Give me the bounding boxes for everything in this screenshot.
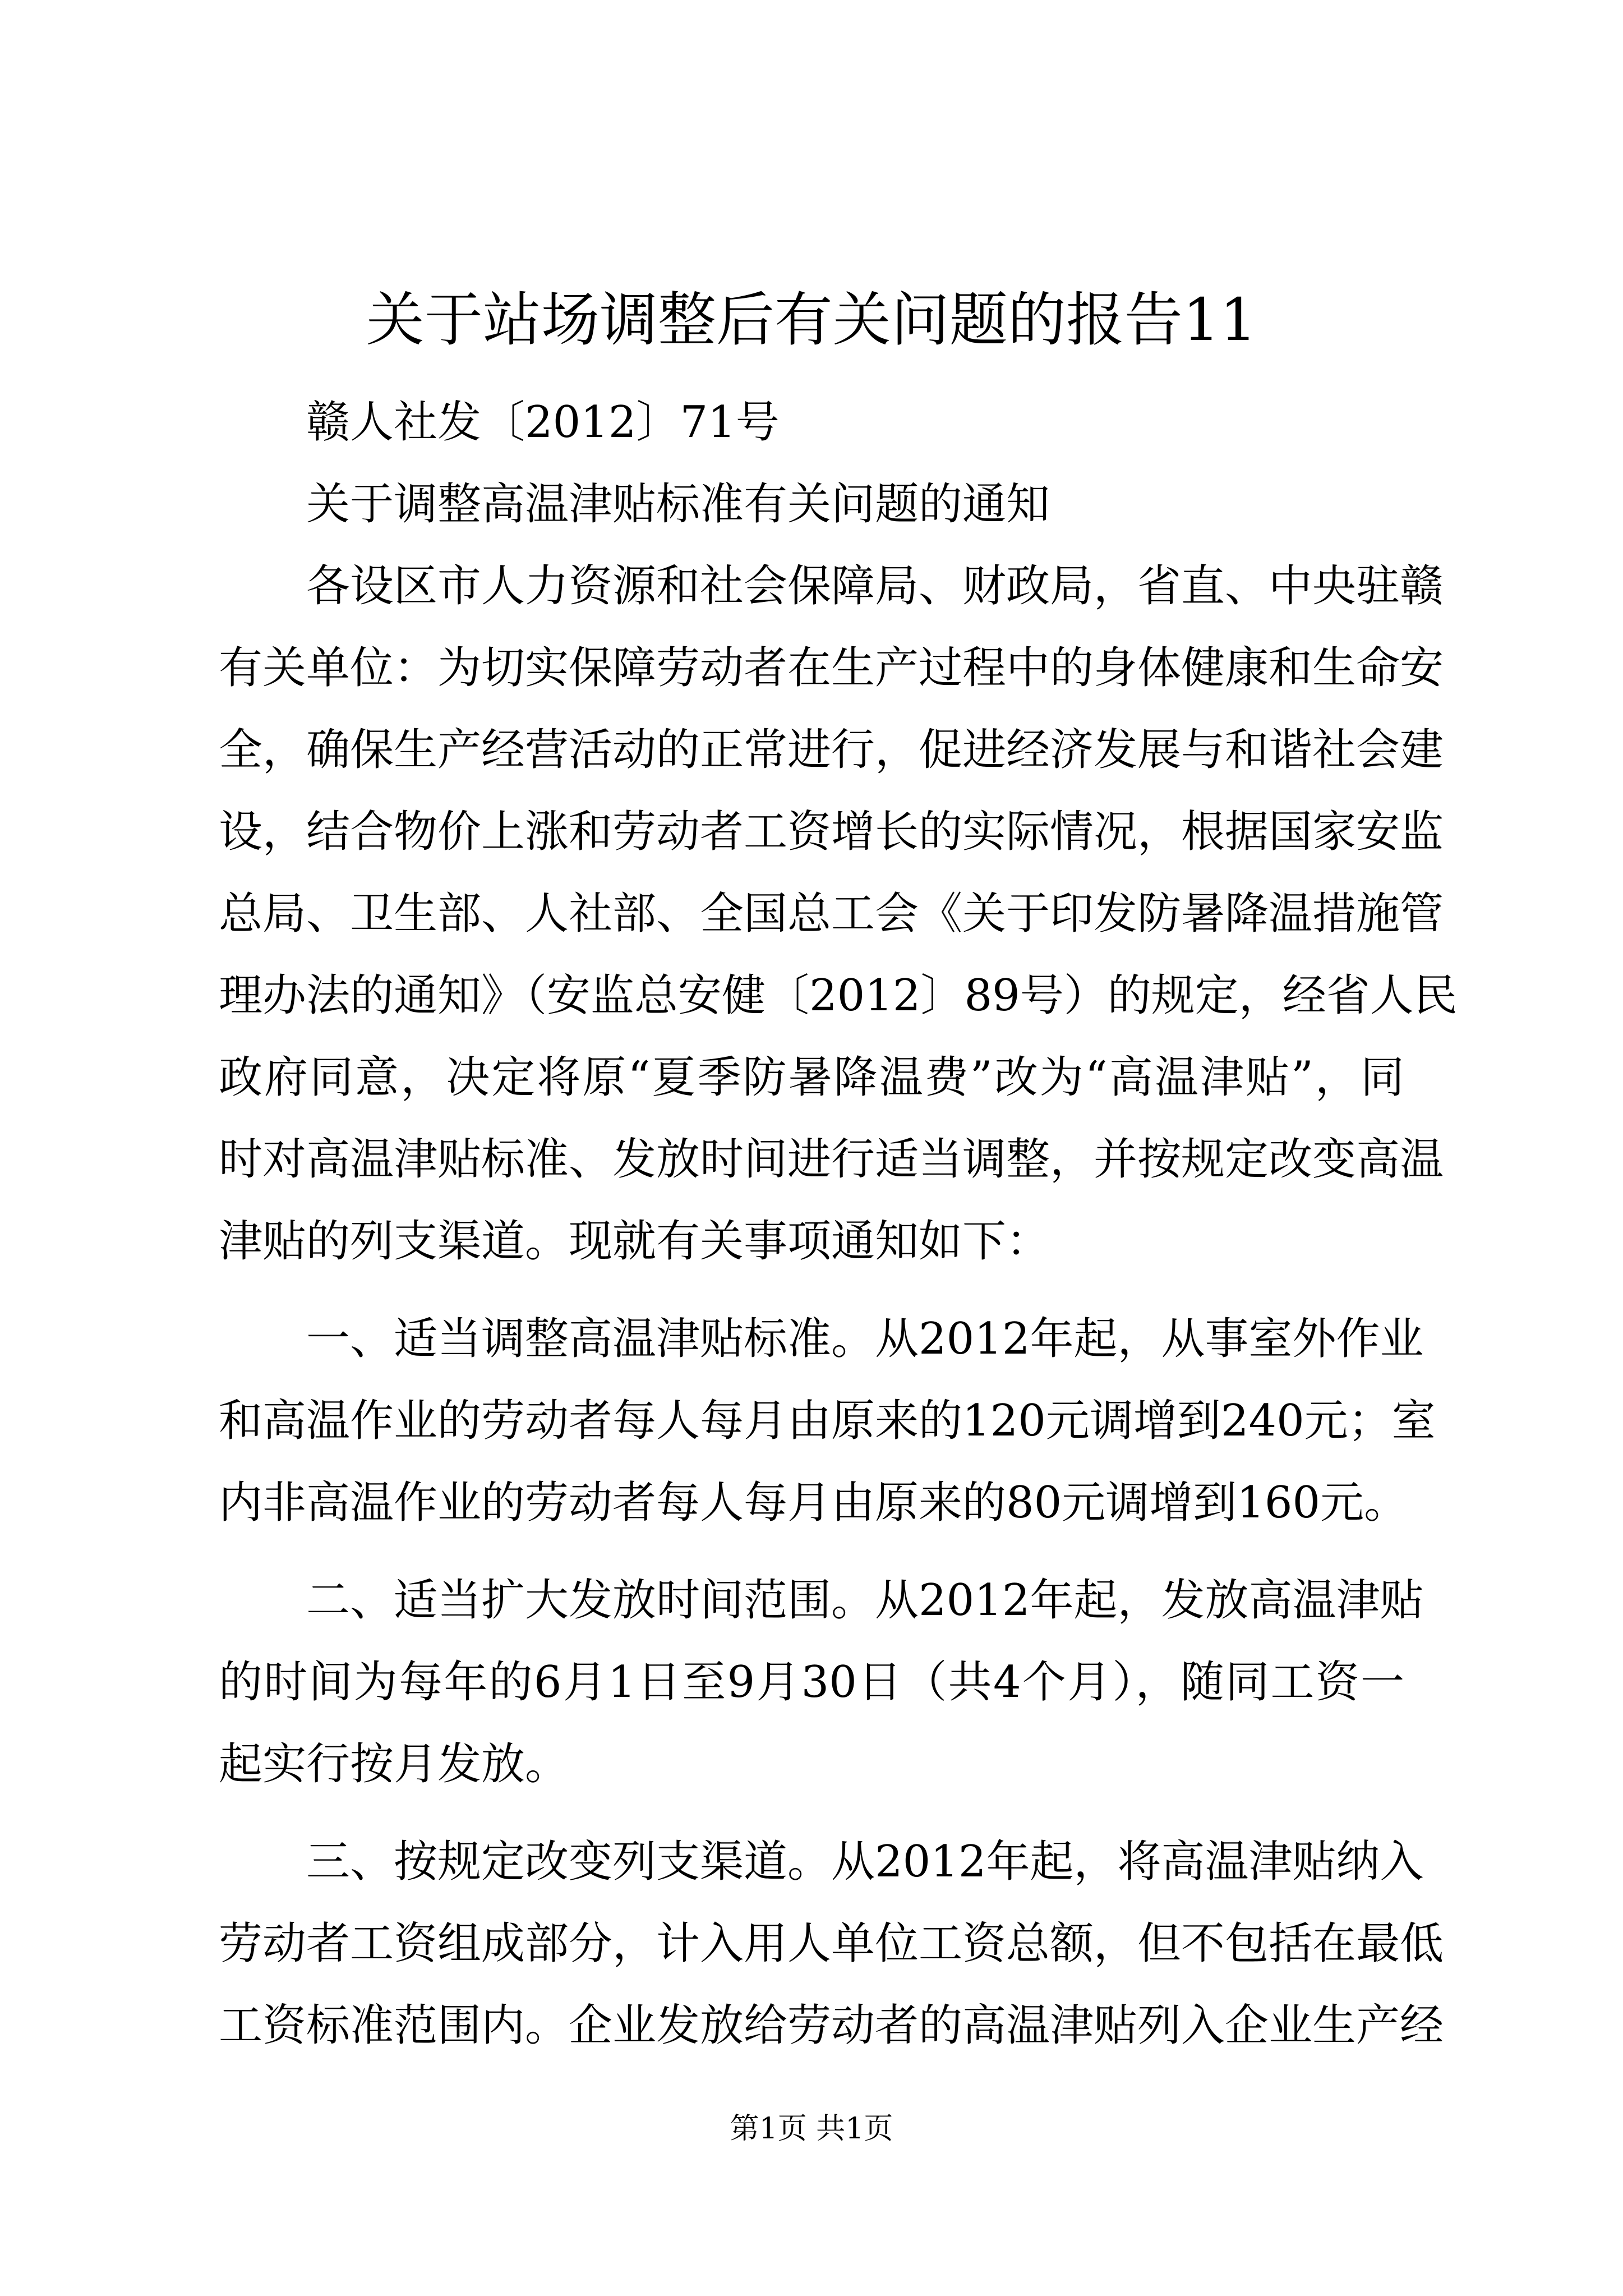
text-line: 津贴的列支渠道。现就有关事项通知如下： (219, 1216, 1050, 1267)
notice-title: 关于调整高温津贴标准有关问题的通知 (306, 479, 1050, 530)
text-line: 全，确保生产经营活动的正常进行，促进经济发展与和谐社会建 (219, 725, 1444, 775)
text-line: 三、按规定改变列支渠道。从2012年起，将高温津贴纳入 (306, 1837, 1424, 1887)
doc-number: 赣人社发〔2012〕71号 (306, 397, 780, 448)
paragraph-2 (219, 1559, 1424, 1805)
paragraph-gap (219, 1544, 1404, 1559)
text-line: 设，结合物价上涨和劳动者工资增长的实际情况，根据国家安监 (219, 807, 1444, 857)
text-line: 内非高温作业的劳动者每人每月由原来的80元调增到160元。 (219, 1478, 1408, 1528)
text-line: 的时间为每年的6月1日至9月30日（共4个月），随同工资一 (219, 1657, 1404, 1708)
text-line: 政府同意，决定将原“夏季防暑降温费”改为“高温津贴”，同 (219, 1052, 1404, 1103)
text-line: 工资标准范围内。企业发放给劳动者的高温津贴列入企业生产经 (219, 2000, 1444, 2051)
text-line: 时对高温津贴标准、发放时间进行适当调整，并按规定改变高温 (219, 1134, 1444, 1185)
paragraph-intro (219, 545, 1458, 1282)
paragraph-1 (219, 1298, 1436, 1544)
paragraph-gap (219, 1805, 1404, 1821)
text-line: 各设区市人力资源和社会保障局、财政局，省直、中央驻赣 (306, 561, 1444, 611)
document-title: 关于站场调整后有关问题的报告11 (366, 286, 1257, 354)
text-line: 有关单位：为切实保障劳动者在生产过程中的身体健康和生命安 (219, 643, 1444, 693)
document-body (219, 381, 1458, 2067)
text-line: 理办法的通知》（安监总安健〔2012〕89号）的规定，经省人民 (219, 970, 1458, 1021)
text-line: 总局、卫生部、人社部、全国总工会《关于印发防暑降温措施管 (219, 889, 1444, 939)
page-footer: 第1页 共1页 (730, 2112, 893, 2146)
text-line: 起实行按月发放。 (219, 1739, 569, 1789)
text-line: 和高温作业的劳动者每人每月由原来的120元调增到240元；室 (219, 1396, 1436, 1446)
text-line: 二、适当扩大发放时间范围。从2012年起，发放高温津贴 (306, 1575, 1424, 1626)
paragraph-3 (219, 1821, 1444, 2067)
paragraph-gap (219, 1282, 1404, 1298)
text-line: 一、适当调整高温津贴标准。从2012年起，从事室外作业 (306, 1314, 1424, 1364)
text-line: 劳动者工资组成部分，计入用人单位工资总额，但不包括在最低 (219, 1918, 1444, 1969)
